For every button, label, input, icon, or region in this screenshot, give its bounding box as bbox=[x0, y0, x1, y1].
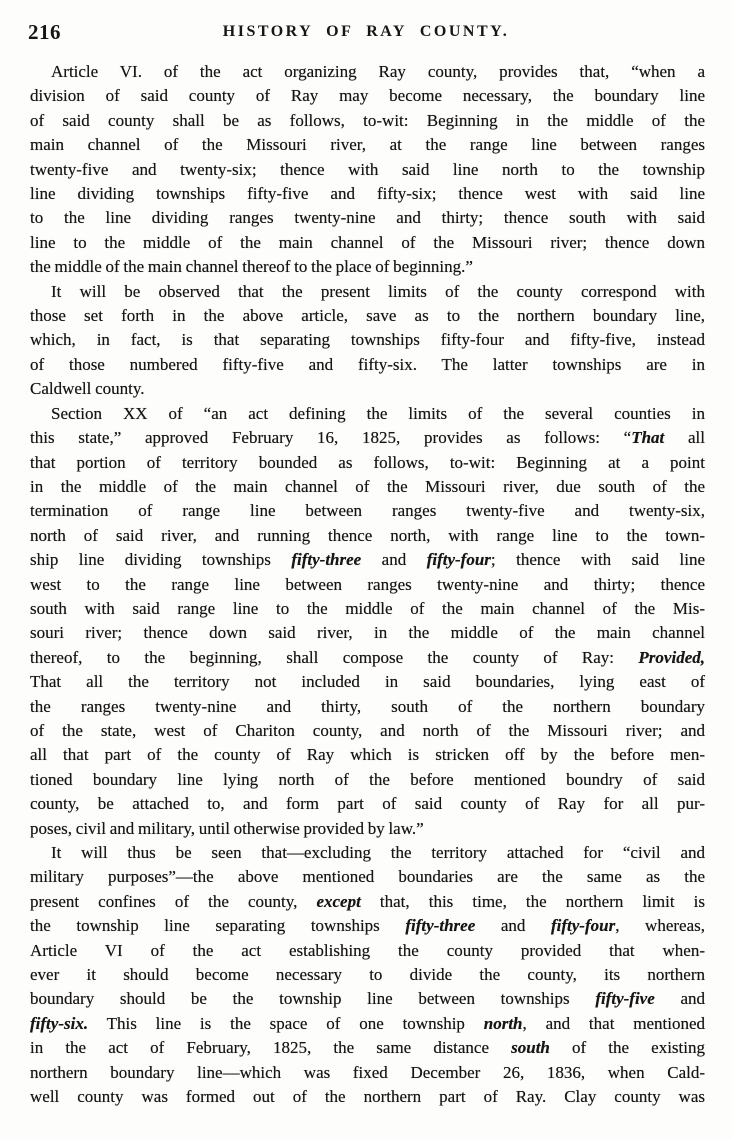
italic-run: fifty-six. bbox=[30, 1013, 89, 1033]
text-run: division of said county of Ray may become necessary, the boundary line bbox=[30, 86, 705, 106]
text-line bbox=[30, 109, 705, 133]
italic-run: Provided, bbox=[638, 647, 705, 667]
italic-run: fifty-five bbox=[595, 989, 655, 1009]
text-run: of the state, west of Chariton county, and north of the Missouri river; and bbox=[30, 720, 705, 740]
text-run: of those numbered fifty-five and fifty-six. The latter townships are in bbox=[30, 354, 705, 374]
text-line bbox=[30, 475, 705, 499]
text-line bbox=[30, 890, 705, 914]
text-run: of the existing bbox=[549, 1038, 705, 1058]
italic-run: north bbox=[483, 1013, 523, 1033]
text-line bbox=[30, 377, 705, 401]
text-line bbox=[30, 963, 705, 987]
text-run: poses, civil and military, until otherwise provided by law.” bbox=[30, 818, 424, 838]
text-line bbox=[30, 1012, 705, 1036]
text-run: north of said river, and running thence north, with range line to the town- bbox=[30, 525, 705, 545]
text-run: in the act of February, 1825, the same distance bbox=[30, 1038, 512, 1058]
text-line bbox=[30, 987, 705, 1011]
italic-run: fifty-four bbox=[426, 550, 491, 570]
text-run: which, in fact, is that separating townships fifty-four and fifty-five, instead bbox=[30, 330, 705, 350]
text-run: all that part of the county of Ray which is stricken off by the before men- bbox=[30, 745, 705, 765]
text-line bbox=[30, 743, 705, 767]
text-line bbox=[30, 597, 705, 621]
text-run: Caldwell county. bbox=[30, 379, 145, 399]
text-run: in the middle of the main channel of the Missouri river, due south of the bbox=[30, 476, 705, 496]
text-line bbox=[30, 60, 705, 84]
text-run: well county was formed out of the northern part of Ray. Clay county was bbox=[30, 1087, 705, 1107]
text-run: This line is the space of one township bbox=[88, 1013, 484, 1033]
italic-run: fifty-three bbox=[405, 916, 476, 936]
text-line bbox=[30, 304, 705, 328]
text-run: Article VI of the act establishing the county provided that when- bbox=[30, 940, 705, 960]
text-line bbox=[30, 158, 705, 182]
text-line bbox=[30, 768, 705, 792]
italic-run: fifty-four bbox=[550, 916, 616, 936]
paragraph bbox=[30, 402, 705, 841]
text-run: and bbox=[475, 916, 551, 936]
paragraph bbox=[30, 60, 705, 280]
text-run: northern boundary line—which was fixed December 26, 1836, when Cald- bbox=[30, 1062, 705, 1082]
page-header bbox=[0, 20, 732, 46]
text-line bbox=[30, 670, 705, 694]
text-run: twenty-five and twenty-six; thence with said line north to the township bbox=[30, 159, 705, 179]
text-run: thereof, to the beginning, shall compose the county of Ray: bbox=[30, 647, 639, 667]
text-run: all bbox=[664, 428, 705, 448]
text-line bbox=[30, 231, 705, 255]
text-run: boundary should be the township line between townships bbox=[30, 989, 596, 1009]
page-number: 216 bbox=[28, 20, 61, 44]
text-line bbox=[30, 841, 705, 865]
text-run: the township line separating townships bbox=[30, 916, 406, 936]
text-run: , and that mentioned bbox=[522, 1013, 705, 1033]
text-line bbox=[30, 695, 705, 719]
text-run: that portion of territory bounded as follows, to-wit: Beginning at a point bbox=[30, 452, 705, 472]
text-run: tioned boundary line lying north of the before mentioned boundry of said bbox=[30, 769, 705, 789]
text-line bbox=[30, 548, 705, 572]
text-line bbox=[30, 865, 705, 889]
text-line bbox=[30, 817, 705, 841]
text-run: main channel of the Missouri river, at the range line between ranges bbox=[30, 135, 705, 155]
text-line bbox=[30, 792, 705, 816]
italic-run: south bbox=[511, 1038, 550, 1058]
text-line bbox=[30, 328, 705, 352]
text-line bbox=[30, 353, 705, 377]
text-run: the middle of the main channel thereof to the place of beginning.” bbox=[30, 257, 473, 277]
text-run: ship line dividing townships bbox=[30, 550, 292, 570]
italic-run: except bbox=[316, 891, 361, 911]
text-run: It will thus be seen that—excluding the territory attached for “civil and bbox=[51, 843, 705, 862]
text-line bbox=[30, 573, 705, 597]
text-run: ever it should become necessary to divide the county, its northern bbox=[30, 965, 705, 985]
text-run: and bbox=[654, 989, 706, 1009]
text-run: and bbox=[361, 550, 427, 570]
text-run: That all the territory not included in said boundaries, lying east of bbox=[30, 672, 705, 692]
text-line bbox=[30, 499, 705, 523]
text-line bbox=[30, 1085, 705, 1109]
text-run: south with said range line to the middle of the main channel of the Mis- bbox=[30, 598, 705, 618]
text-line bbox=[30, 621, 705, 645]
text-run: west to the range line between ranges twenty-nine and thirty; thence bbox=[30, 574, 705, 594]
text-run: county, be attached to, and form part of said county of Ray for all pur- bbox=[30, 794, 705, 814]
text-run: Section XX of “an act defining the limits of the several counties in bbox=[51, 403, 705, 423]
paragraph bbox=[30, 280, 705, 402]
text-line bbox=[30, 1036, 705, 1060]
text-line bbox=[30, 646, 705, 670]
text-line bbox=[30, 133, 705, 157]
italic-run: That bbox=[631, 428, 665, 448]
text-run: of said county shall be as follows, to-wit: Beginning in the middle of the bbox=[30, 110, 705, 130]
italic-run: fifty-three bbox=[291, 550, 362, 570]
text-run: present confines of the county, bbox=[30, 891, 317, 911]
text-run: this state,” approved February 16, 1825, provides as follows: “ bbox=[30, 428, 632, 448]
text-run: termination of range line between ranges twenty-five and twenty-six, bbox=[30, 501, 705, 521]
text-run: those set forth in the above article, save as to the northern boundary line, bbox=[30, 306, 705, 326]
text-line bbox=[30, 719, 705, 743]
text-run: souri river; thence down said river, in the middle of the main channel bbox=[30, 623, 705, 643]
text-run: , whereas, bbox=[615, 916, 705, 936]
text-line bbox=[30, 426, 705, 450]
text-run: military purposes”—the above mentioned boundaries are the same as the bbox=[30, 867, 705, 887]
text-run: It will be observed that the present limits of the county correspond with bbox=[51, 281, 705, 301]
text-line bbox=[30, 939, 705, 963]
text-run: the ranges twenty-nine and thirty, south of the northern boundary bbox=[30, 696, 705, 716]
text-line bbox=[30, 206, 705, 230]
text-run: line dividing townships fifty-five and fifty-six; thence west with said line bbox=[30, 184, 705, 204]
text-run: line to the middle of the main channel of the Missouri river; thence down bbox=[30, 232, 705, 252]
text-line bbox=[30, 255, 705, 279]
text-run: Article VI. of the act organizing Ray county, provides that, “when a bbox=[51, 62, 705, 81]
text-line bbox=[30, 1061, 705, 1085]
text-run: ; thence with said line bbox=[490, 550, 705, 570]
text-line bbox=[30, 451, 705, 475]
text-line bbox=[30, 524, 705, 548]
paragraph bbox=[30, 841, 705, 1109]
text-block bbox=[30, 60, 705, 1109]
text-line bbox=[30, 280, 705, 304]
text-line bbox=[30, 84, 705, 108]
text-line bbox=[30, 182, 705, 206]
text-run: to the line dividing ranges twenty-nine and thirty; thence south with said bbox=[30, 208, 705, 228]
text-run: that, this time, the northern limit is bbox=[360, 891, 705, 911]
text-line bbox=[30, 402, 705, 426]
running-title: HISTORY OF RAY COUNTY. bbox=[222, 23, 510, 40]
text-line bbox=[30, 914, 705, 938]
